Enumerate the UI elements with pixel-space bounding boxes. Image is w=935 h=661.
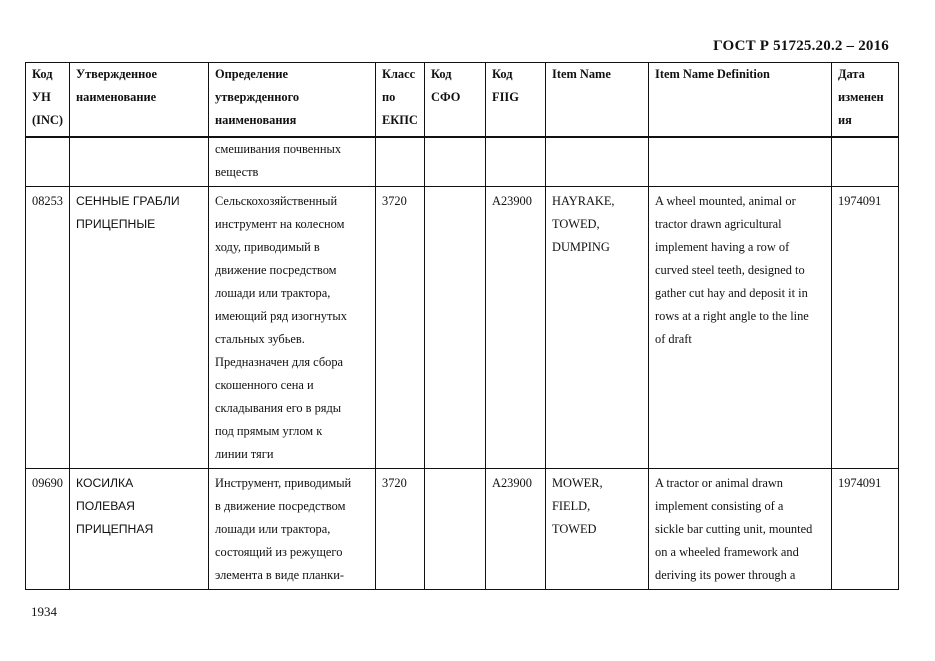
cell-sfo-code — [425, 187, 486, 469]
cell-fiig-code: A23900 — [486, 469, 546, 590]
cell-change-date: 1974091 — [832, 469, 899, 590]
cell-ekps-class — [376, 137, 425, 187]
cell-item-name: HAYRAKE, TOWED, DUMPING — [546, 187, 649, 469]
table-row — [26, 469, 899, 590]
cell-sfo-code — [425, 137, 486, 187]
header-definition: Определение утвержденного наименования — [209, 63, 376, 137]
cell-inc — [26, 137, 70, 187]
cell-approved-name — [70, 137, 209, 187]
cell-change-date: 1974091 — [832, 187, 899, 469]
cell-item-definition: A wheel mounted, animal or tractor drawn agricultural implement having a row of curved steel teeth, designed to gather cut hay and deposit it in rows at a right angle to the line of draft — [649, 187, 832, 469]
cell-item-name — [546, 137, 649, 187]
cell-definition-ru: смешивания почвенных веществ — [209, 137, 376, 187]
cell-fiig-code: A23900 — [486, 187, 546, 469]
cell-ekps-class: 3720 — [376, 469, 425, 590]
cell-definition-ru: Инструмент, приводимый в движение посредством лошади или трактора, состоящий из режущего элемента в виде планки- — [209, 469, 376, 590]
header-fiig-code: Код FIIG — [486, 63, 546, 137]
header-inc-code: Код УН (INC) — [26, 63, 70, 137]
table-header-row — [26, 63, 899, 137]
table-row — [26, 137, 899, 187]
table-row — [26, 187, 899, 469]
cell-approved-name: КОСИЛКА ПОЛЕВАЯ ПРИЦЕПНАЯ — [70, 469, 209, 590]
header-sfo-code: Код СФО — [425, 63, 486, 137]
cell-item-name: MOWER, FIELD, TOWED — [546, 469, 649, 590]
cell-definition-ru: Сельскохозяйственный инструмент на колесном ходу, приводимый в движение посредством лошади или трактора, имеющий ряд изогнутых стальных зубьев. Предназначен для сбора скошенного сена и складывания его в ряды под прямым углом к линии тяги — [209, 187, 376, 469]
header-approved-name: Утвержденное наименование — [70, 63, 209, 137]
header-item-name: Item Name — [546, 63, 649, 137]
cell-ekps-class: 3720 — [376, 187, 425, 469]
cell-item-definition — [649, 137, 832, 187]
header-ekps-class: Класс по ЕКПС — [376, 63, 425, 137]
page-number: 1934 — [31, 604, 57, 619]
document-standard-title: ГОСТ Р 51725.20.2 – 2016 — [713, 38, 889, 54]
item-catalog-table — [25, 62, 899, 590]
cell-approved-name: СЕННЫЕ ГРАБЛИ ПРИЦЕПНЫЕ — [70, 187, 209, 469]
header-item-definition: Item Name Definition — [649, 63, 832, 137]
cell-sfo-code — [425, 469, 486, 590]
cell-change-date — [832, 137, 899, 187]
cell-inc: 08253 — [26, 187, 70, 469]
header-change-date: Дата изменен ия — [832, 63, 899, 137]
cell-inc: 09690 — [26, 469, 70, 590]
cell-item-definition: A tractor or animal drawn implement consisting of a sickle bar cutting unit, mounted on a wheeled framework and deriving its power through a — [649, 469, 832, 590]
cell-fiig-code — [486, 137, 546, 187]
